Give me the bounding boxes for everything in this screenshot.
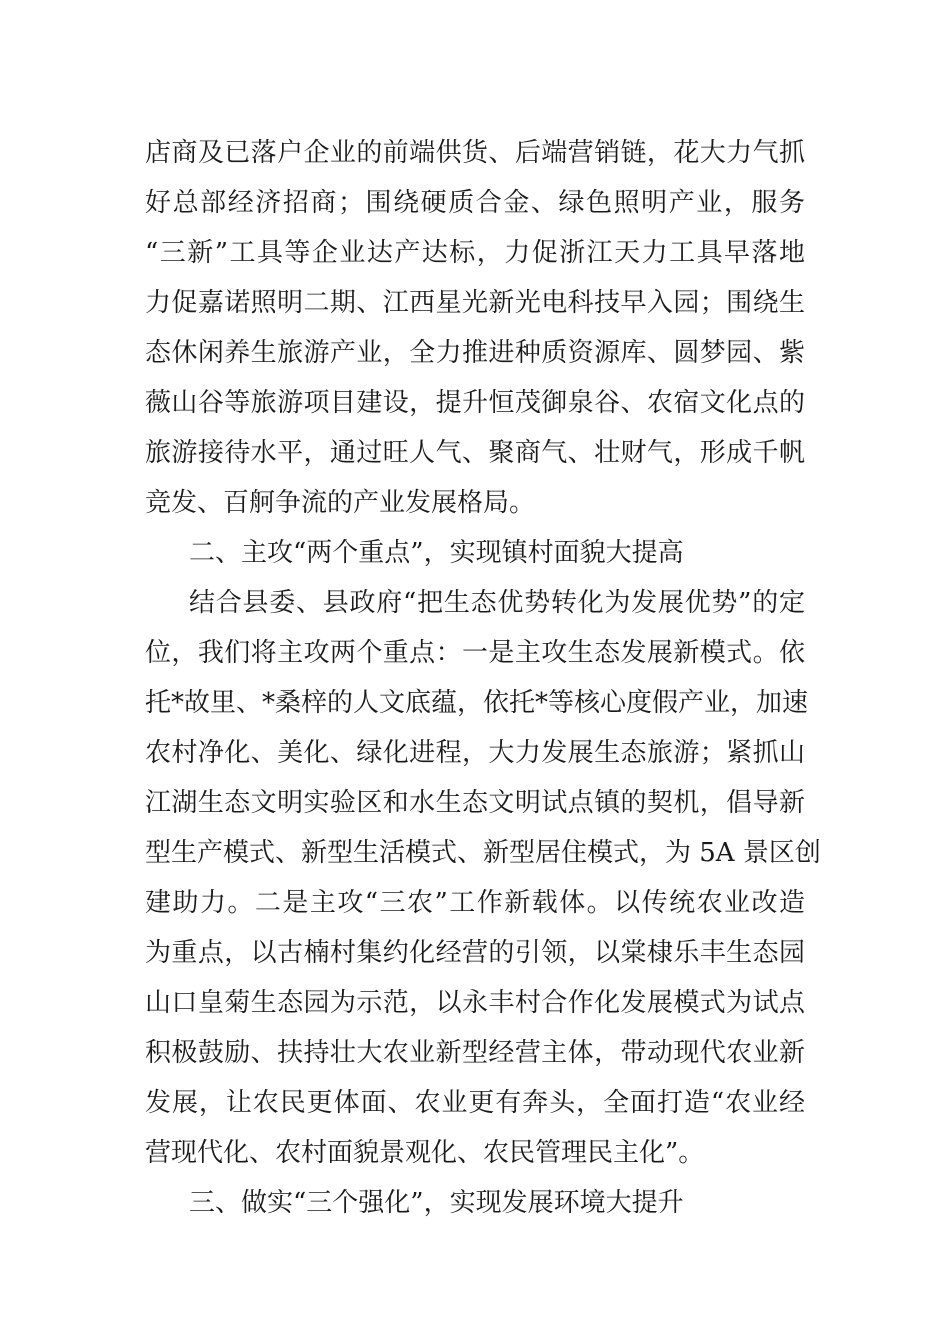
text-line: 发展，让农民更体面、农业更有奔头，全面打造“农业经 [145, 1088, 805, 1118]
section-heading: 三、做实“三个强化”，实现发展环境大提升 [189, 1188, 684, 1218]
text-line: “三新”工具等企业达产达标，力促浙江天力工具早落地 [145, 238, 805, 268]
text-line: 位，我们将主攻两个重点：一是主攻生态发展新模式。依 [145, 638, 805, 668]
text-line: 山口皇菊生态园为示范，以永丰村合作化发展模式为试点 [145, 988, 805, 1018]
text-line: 竞发、百舸争流的产业发展格局。 [145, 488, 536, 518]
text-line: 态休闲养生旅游产业，全力推进种质资源库、圆梦园、紫 [145, 338, 805, 368]
text-line: 建助力。二是主攻“三农”工作新载体。以传统农业改造 [145, 888, 805, 918]
text-line: 店商及已落户企业的前端供货、后端营销链，花大力气抓 [145, 138, 805, 168]
text-line: 型生产模式、新型生活模式、新型居住模式，为 5A 景区创 [145, 838, 821, 868]
section-heading: 二、主攻“两个重点”，实现镇村面貌大提高 [189, 538, 684, 568]
text-line: 旅游接待水平，通过旺人气、聚商气、壮财气，形成千帆 [145, 438, 805, 468]
text-line: 结合县委、县政府“把生态优势转化为发展优势”的定 [189, 588, 805, 618]
text-line: 积极鼓励、扶持壮大农业新型经营主体，带动现代农业新 [145, 1038, 805, 1068]
text-line: 力促嘉诺照明二期、江西星光新光电科技早入园；围绕生 [145, 288, 805, 318]
text-line: 薇山谷等旅游项目建设，提升恒茂御泉谷、农宿文化点的 [145, 388, 805, 418]
text-line: 农村净化、美化、绿化进程，大力发展生态旅游；紧抓山 [145, 738, 805, 768]
text-line: 好总部经济招商；围绕硬质合金、绿色照明产业，服务 [145, 188, 805, 218]
text-line: 江湖生态文明实验区和水生态文明试点镇的契机，倡导新 [145, 788, 805, 818]
text-line: 为重点，以古楠村集约化经营的引领，以棠棣乐丰生态园 [145, 938, 805, 968]
text-line: 托*故里、*桑梓的人文底蕴，依托*等核心度假产业，加速 [145, 688, 809, 718]
text-line: 营现代化、农村面貌景观化、农民管理民主化”。 [145, 1138, 705, 1168]
